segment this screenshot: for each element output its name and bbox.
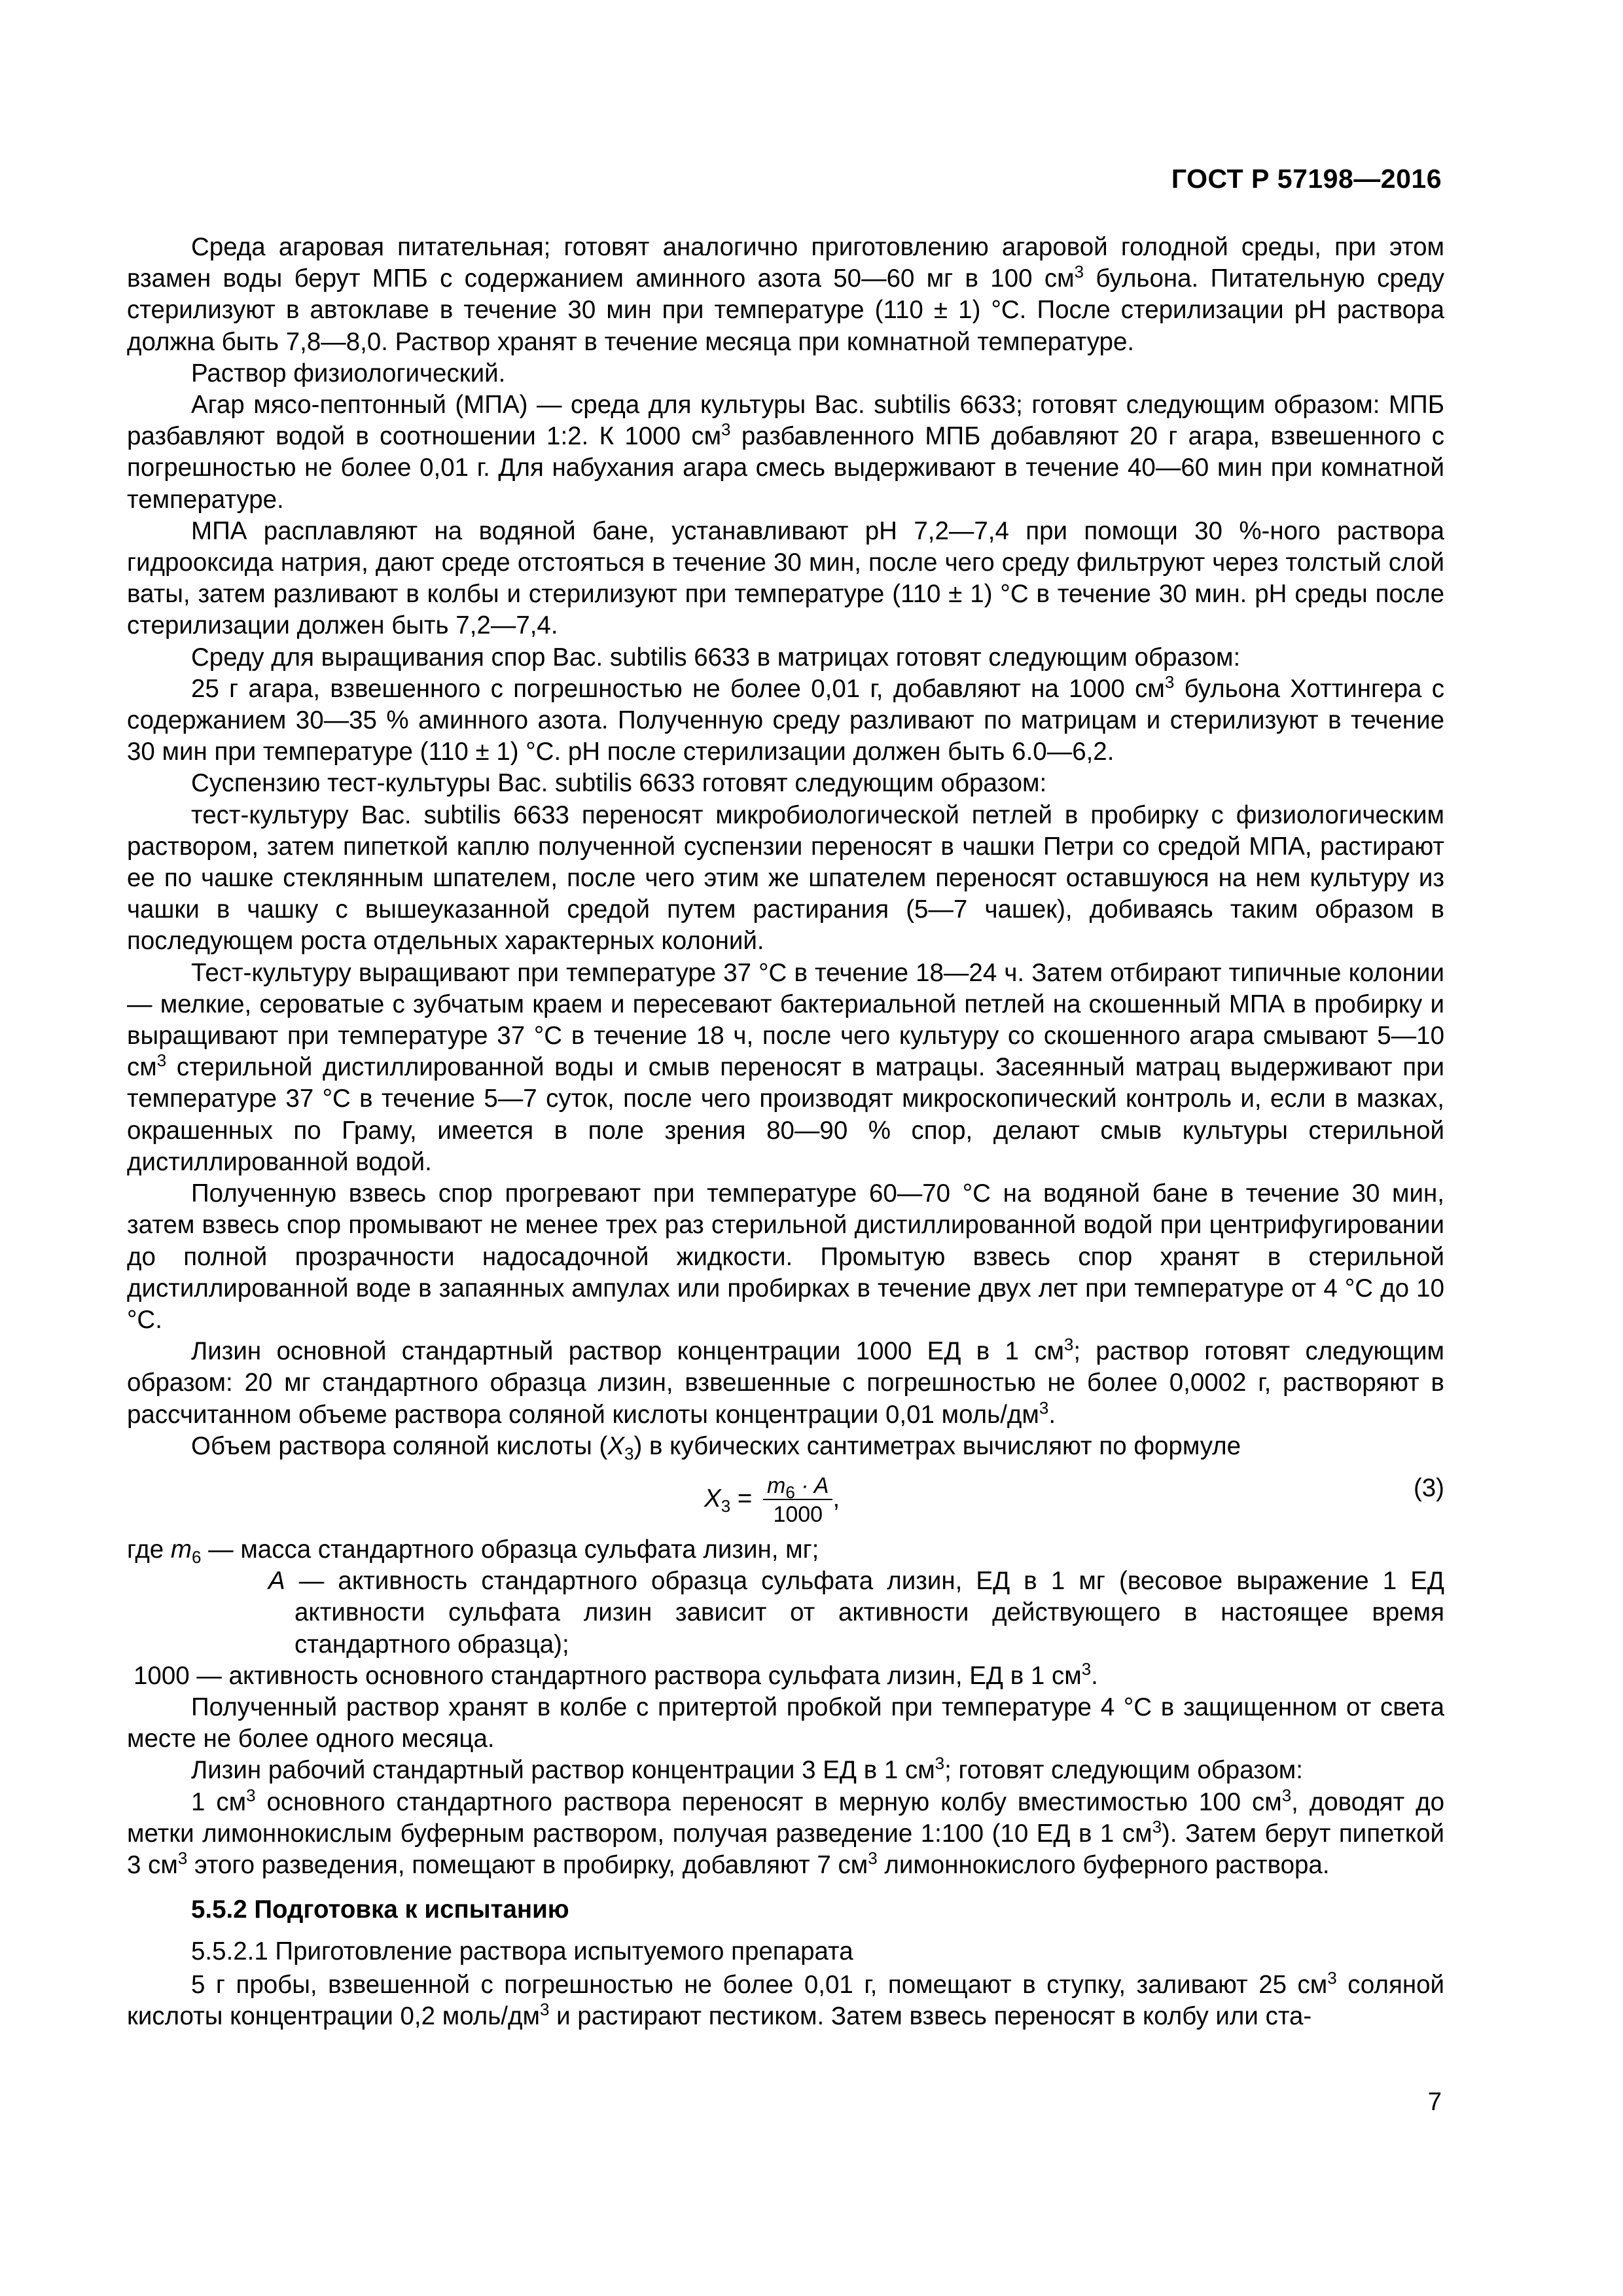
page-number: 7 bbox=[1427, 2088, 1442, 2116]
section-heading-5-5-2: 5.5.2 Подготовка к испытанию bbox=[191, 1895, 569, 1924]
formula-number: (3) bbox=[1413, 1473, 1444, 1502]
paragraph-dilution: 1 $см^3$ основного стандартного раствора переносят в мерную колбу вместимостью 100 $см^3$, доводят до метки лимоннокислым буферным раствором, получая разведение 1:100 (10 ЕД в 1 $см^3$). Затем берут пипеткой 3 $см^3$ этого разведения, помещают в пробирку, добавляют 7 $см^3$ лимоннокислого буферного раствора. bbox=[127, 1785, 1444, 1879]
document-id-header: ГОСТ Р 57198—2016 bbox=[1171, 164, 1442, 194]
formula-expression: $X_3$ = $\frac{m_6 \cdot A}{1000}$ , bbox=[704, 1473, 840, 1527]
paragraph-agar-nutrient-medium: Среда агаровая питательная; готовят аналогично приготовлению агаровой голодной среды, при этом взамен воды берут МПБ с содержанием аминного азота 50—60 мг в 100 $см^3$ бульона. Питательную среду стерилизуют в автоклаве в течение 30 мин при температуре (110 ± 1) °С. После стерилизации рН раствора должна быть 7,8—8,0. Раствор хранят в течение месяца при комнатной температуре. bbox=[127, 233, 1445, 356]
definition-1000: 1000 — активность основного стандартного раствора сульфата лизин, ЕД в 1 $см^3$. bbox=[134, 1659, 1098, 1690]
paragraph-sample-preparation: 5 г пробы, взвешенной с погрешностью не более 0,01 г, помещают в ступку, заливают 25 $см^3$ соляной кислоты концентрации 0,2 моль/$дм^3$ и растирают пестиком. Затем взвесь переносят в колбу или ста- bbox=[127, 1967, 1444, 2030]
paragraph-storage: Полученный раствор хранят в колбе с притертой пробкой при температуре 4 °С в защищенном от света месте не более одного месяца. bbox=[127, 1693, 1444, 1753]
paragraph-agar-hottinger: 25 г агара, взвешенного с погрешностью не более 0,01 г, добавляют на 1000 $см^3$ бульона Хоттингера с содержанием 30—35 % аминного азота. Полученную среду разливают по матрицам и стерилизуют в течение 30 мин при температуре (110 ± 1) °С. рН после стерилизации должен быть 6.0—6,2. bbox=[127, 672, 1444, 766]
paragraph-mpa-agar: Агар мясо-пептонный (МПА) — среда для культуры Bac. subtilis 6633; готовят следующим образом: МПБ разбавляют водой в соотношении 1:2. К 1000 $см^3$ разбавленного МПБ добавляют 20 г агара, взвешенного с погрешностью не более 0,01 г. Для набухания агара смесь выдерживают в течение 40—60 мин при комнатной температуре. bbox=[127, 391, 1444, 514]
body-text bbox=[127, 232, 1444, 2032]
formula-fraction bbox=[763, 1473, 832, 1528]
paragraph-lysine-main-standard: Лизин основной стандартный раствор концентрации 1000 ЕД в 1 $см^3$; раствор готовят следующим образом: 20 мг стандартного образца лизин, взвешенные с погрешностью не более 0,0002 г, растворяют в рассчитанном объеме раствора соляной кислоты концентрации 0,01 моль/$дм^3$. bbox=[127, 1335, 1444, 1429]
formula-definitions bbox=[127, 1534, 1444, 1692]
paragraph-formula-intro: Объем раствора соляной кислоты $(X_3)$ в кубических сантиметрах вычисляют по формуле bbox=[191, 1431, 1241, 1463]
paragraph-suspension-procedure: тест-культуру Bac. subtilis 6633 переносят микробиологической петлей в пробирку с физиологическим раствором, затем пипеткой каплю полученной суспензии переносят в чашки Петри со средой МПА, растирают ее по чашке стеклянным шпателем, после чего этим же шпателем переносят оставшуюся на нем культуру из чашки в чашку с вышеуказанной средой путем растирания (5—7 чашек), добиваясь таким образом в последующем роста отдельных характерных колоний. bbox=[127, 800, 1444, 956]
paragraph-physiological-solution: Раствор физиологический. bbox=[191, 359, 506, 387]
definition-m6: где $m_6$ — масса стандартного образца сульфата лизин, мг; bbox=[127, 1535, 819, 1567]
formula-denominator: 1000 bbox=[773, 1501, 823, 1527]
definition-a: A — активность стандартного образца сульфата лизин, ЕД в 1 мг (весовое выражение 1 ЕД активности сульфата лизин зависит от активности действующего в настоящее время стандартного образца); bbox=[268, 1567, 1444, 1659]
paragraph-spore-medium: Среду для выращивания спор Bac. subtilis 6633 в матрицах готовят следующим образом: bbox=[191, 643, 1241, 672]
paragraph-suspension-intro: Суспензию тест-культуры Bac. subtilis 6633 готовят следующим образом: bbox=[191, 769, 1047, 798]
paragraph-mpa-melting: МПА расплавляют на водяной бане, устанавливают рН 7,2—7,4 при помощи 30 %-ного раствора гидроокcида натрия, дают среде отстояться в течение 30 мин, после чего среду фильтруют через толстый слой ваты, затем разливают в колбы и стерилизуют при температуре (110 ± 1) °С в течение 30 мин. рН среды после стерилизации должен быть 7,2—7,4. bbox=[127, 516, 1444, 640]
subsection-heading-5-5-2-1: 5.5.2.1 Приготовление раствора испытуемого препарата bbox=[191, 1937, 853, 1966]
paragraph-lysine-working-standard: Лизин рабочий стандартный раствор концентрации 3 ЕД в 1 $см^3$; готовят следующим образом: bbox=[191, 1753, 1303, 1785]
formula-numerator: $m_6 \cdot A$ bbox=[763, 1473, 832, 1500]
paragraph-spore-suspension: Полученную взвесь спор прогревают при температуре 60—70 °С на водяной бане в течение 30 мин, затем взвесь спор промывают не менее трех раз стерильной дистиллированной водой при центрифугировании до полной прозрачности надосадочной жидкости. Промытую взвесь спор хранят в стерильной дистиллированной воде в запаянных ампулах или пробирках в течение двух лет при температуре от 4 °С до 10 °С. bbox=[127, 1179, 1444, 1334]
formula-3 bbox=[127, 1467, 1444, 1528]
paragraph-test-culture-growth: Тест-культуру выращивают при температуре 37 °С в течение 18—24 ч. Затем отбирают типичные колонии — мелкие, сероватые с зубчатым краем и пересевают бактериальной петлей на скошенный МПА в пробирку и выращивают при температуре 37 °С в течение 18 ч, после чего культуру со скошенного агара смывают 5—10 $см^3$ стерильной дистиллированной воды и смыв переносят в матрацы. Засеянный матрац выдерживают при температуре 37 °С в течение 5—7 суток, после чего производят микроскопический контроль и, если в мазках, окрашенных по Граму, имеется в поле зрения 80—90 % спор, делают смыв культуры стерильной дистиллированной водой. bbox=[127, 958, 1444, 1176]
